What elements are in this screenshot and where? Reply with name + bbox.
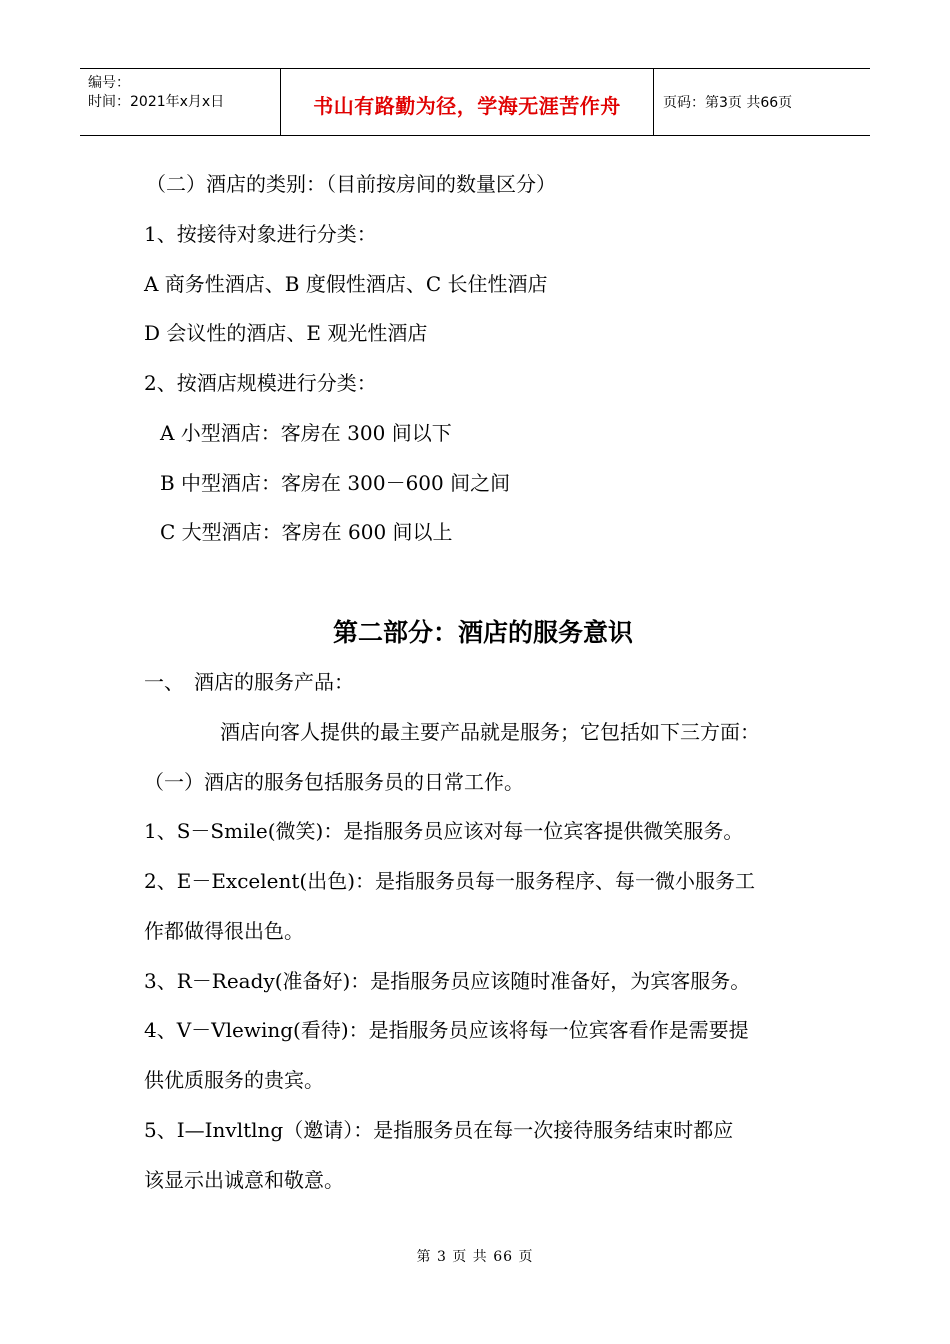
paragraph-line: 4、V－Vlewing(看待)：是指服务员应该将每一位宾客看作是需要提 (144, 1018, 749, 1042)
page-footer: 第 3 页 共 66 页 (416, 1249, 534, 1265)
paragraph-line: 3、R－Ready(准备好)：是指服务员应该随时准备好，为宾客服务。 (144, 969, 751, 993)
paragraph-line: 5、I—Invltlng（邀请）：是指服务员在每一次接待服务结束时都应 (144, 1118, 734, 1142)
category-heading: （二）酒店的类别：（目前按房间的数量区分） (146, 172, 556, 196)
list-item: C 大型酒店：客房在 600 间以上 (160, 520, 453, 544)
serial-label: 编号： (88, 75, 130, 91)
page-info: 页码：第3页 共66页 (663, 95, 793, 111)
header-meta-cell (80, 69, 281, 135)
paragraph-line: 2、E－Excelent(出色)：是指服务员每一服务程序、每一微小服务工 (144, 869, 755, 893)
list-item: B 中型酒店：客房在 300－600 间之间 (160, 471, 511, 495)
time-label: 时间：2021年x月x日 (88, 94, 225, 110)
header-page-cell (654, 69, 870, 135)
list-item: D 会议性的酒店、E 观光性酒店 (144, 321, 428, 345)
list-item: A 小型酒店：客房在 300 间以下 (160, 421, 452, 445)
header-table (80, 68, 870, 136)
paragraph-line: 该显示出诚意和敬意。 (144, 1168, 344, 1192)
paragraph-line: 供优质服务的贵宾。 (144, 1068, 324, 1092)
paragraph-line: 一、 酒店的服务产品： (144, 670, 354, 694)
list-item: 1、按接待对象进行分类： (144, 222, 377, 246)
paragraph-line: （一）酒店的服务包括服务员的日常工作。 (144, 770, 524, 794)
header-motto-cell (281, 69, 654, 135)
list-item: A 商务性酒店、B 度假性酒店、C 长住性酒店 (144, 272, 548, 296)
paragraph-line: 酒店向客人提供的最主要产品就是服务；它包括如下三方面： (220, 720, 760, 744)
motto-text: 书山有路勤为径，学海无涯苦作舟 (313, 93, 621, 118)
paragraph-line: 1、S－Smile(微笑)：是指服务员应该对每一位宾客提供微笑服务。 (144, 819, 744, 843)
section-title: 第二部分：酒店的服务意识 (332, 618, 633, 647)
paragraph-line: 作都做得很出色。 (144, 919, 304, 943)
list-item: 2、按酒店规模进行分类： (144, 371, 377, 395)
